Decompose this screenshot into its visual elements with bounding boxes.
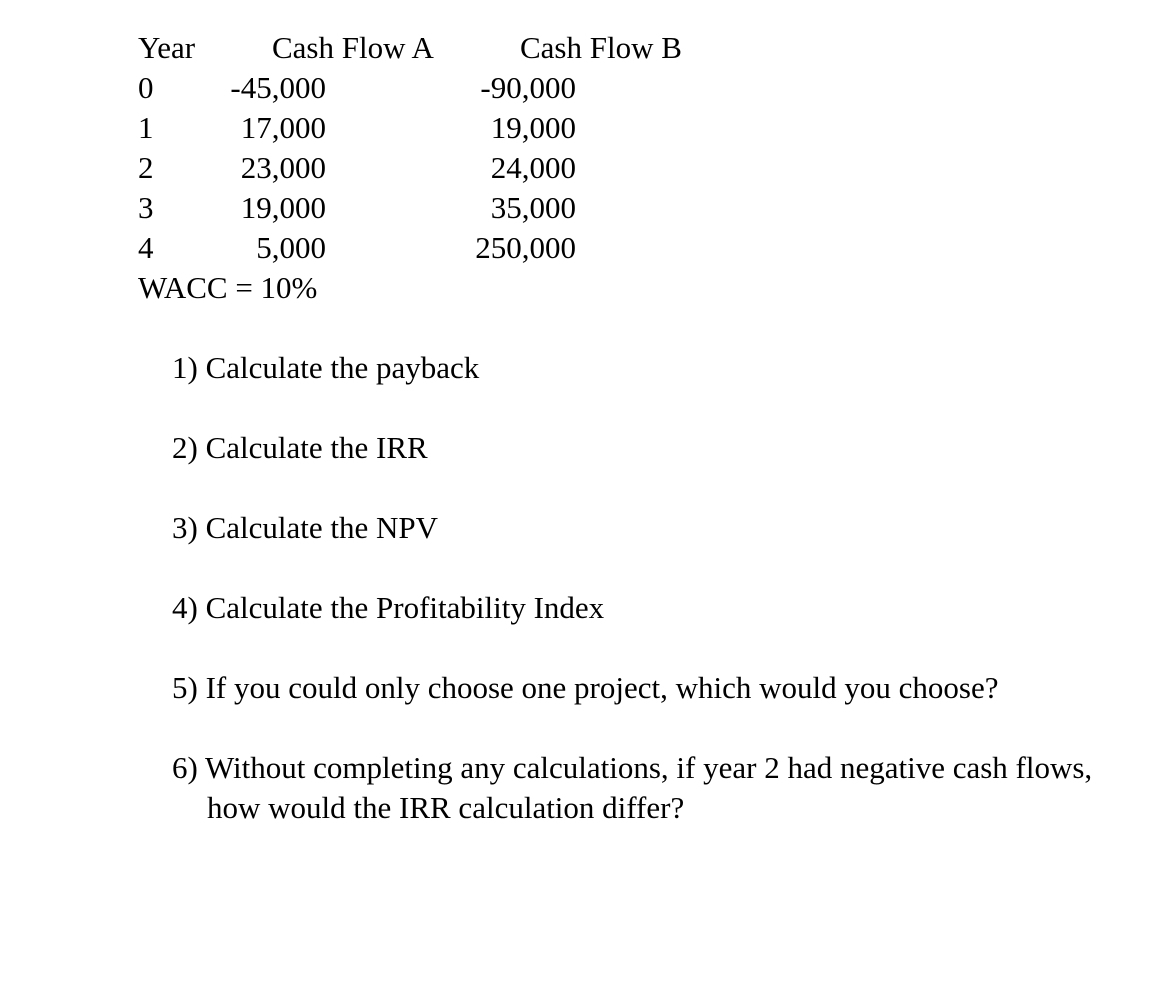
wacc-label: WACC = 10% [138, 270, 318, 305]
row-cash-flow-a: 19,000 [240, 190, 326, 225]
question-number: 4) [172, 590, 198, 625]
question-number: 5) [172, 670, 198, 705]
row-cash-flow-b: 35,000 [490, 190, 576, 225]
header-cash-flow-b: Cash Flow B [520, 30, 682, 65]
row-year: 1 [138, 110, 154, 145]
row-cash-flow-b: -90,000 [480, 70, 576, 105]
question-text: If you could only choose one project, which would you choose? [205, 670, 999, 705]
row-year: 0 [138, 70, 154, 105]
row-cash-flow-a: -45,000 [230, 70, 326, 105]
question-item [172, 668, 1132, 708]
row-cash-flow-b: 250,000 [475, 230, 576, 265]
question-number: 6) [172, 750, 198, 785]
question-item [172, 508, 1132, 548]
question-text: Calculate the NPV [205, 510, 439, 545]
question-item [172, 748, 1132, 828]
question-number: 1) [172, 350, 198, 385]
row-year: 2 [138, 150, 154, 185]
header-cash-flow-a: Cash Flow A [272, 30, 434, 65]
question-item [172, 348, 1132, 388]
row-year: 3 [138, 190, 154, 225]
row-cash-flow-a: 5,000 [256, 230, 326, 265]
row-year: 4 [138, 230, 154, 265]
question-item [172, 428, 1132, 468]
row-cash-flow-a: 17,000 [240, 110, 326, 145]
row-cash-flow-b: 19,000 [490, 110, 576, 145]
row-cash-flow-a: 23,000 [240, 150, 326, 185]
question-number: 3) [172, 510, 198, 545]
question-text: Calculate the Profitability Index [205, 590, 605, 625]
question-text: Calculate the IRR [205, 430, 428, 465]
question-number: 2) [172, 430, 198, 465]
question-text: Calculate the payback [205, 350, 480, 385]
question-item [172, 588, 1132, 628]
row-cash-flow-b: 24,000 [490, 150, 576, 185]
question-text: Without completing any calculations, if year 2 had negative cash flows, how would the IRR calculation differ? [205, 750, 1093, 825]
question-list [172, 348, 1132, 868]
header-year: Year [138, 30, 196, 65]
